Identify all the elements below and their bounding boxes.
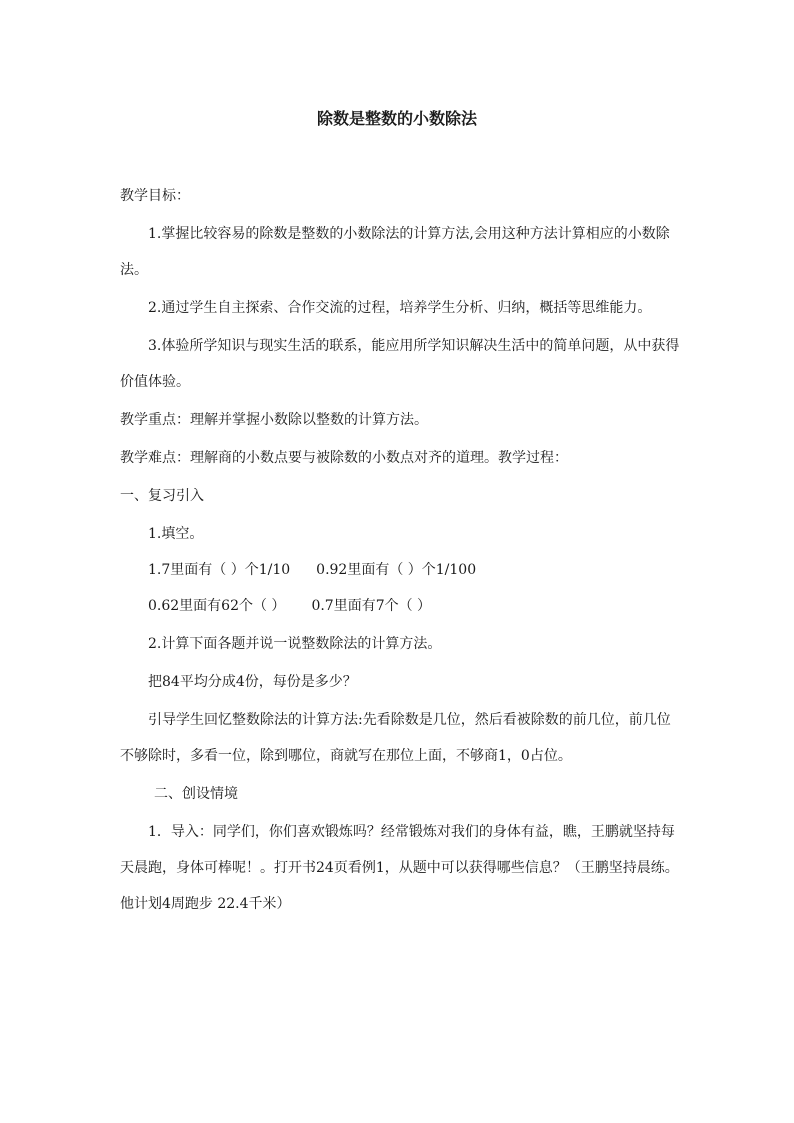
item-calc: 2.计算下面各题并说一说整数除法的计算方法。 [148,636,442,652]
blank-d: 0.7里面有7个（ ） [311,598,432,614]
objective-3-line-2: 价值体验。 [120,374,190,390]
intro-line-1: 1．导入：同学们，你们喜欢锻炼吗？经常锻炼对我们的身体有益，瞧，王鹏就坚持每 [148,824,675,840]
section-1-heading: 一、复习引入 [120,488,204,504]
difficulty: 教学难点：理解商的小数点要与被除数的小数点对齐的道理。教学过程： [120,450,568,466]
blank-c: 0.62里面有62个（ ） [148,598,286,614]
objective-3-line-1: 3.体验所学知识与现实生活的联系，能应用所学知识解决生活中的简单问题，从中获得 [148,338,680,354]
intro-line-3: 他计划4周跑步 22.4千米） [120,896,291,912]
blank-a: 1.7里面有（ ）个1/10 [148,562,291,578]
key-point: 教学重点：理解并掌握小数除以整数的计算方法。 [120,412,428,428]
blank-row-1 [148,560,476,580]
item-fill-blank: 1.填空。 [148,526,204,542]
section-2-heading: 二、创设情境 [154,786,238,802]
objective-2: 2.通过学生自主探索、合作交流的过程，培养学生分析、归纳，概括等思维能力。 [148,300,652,316]
document-title: 除数是整数的小数除法 [316,109,477,128]
guide-line-1: 引导学生回忆整数除法的计算方法:先看除数是几位，然后看被除数的前几位，前几位 [148,712,671,728]
question-84: 把84平均分成4份，每份是多少？ [148,674,357,690]
blank-row-2 [148,596,431,616]
objectives-heading: 教学目标： [120,188,190,204]
intro-line-2: 天晨跑，身体可棒呢！。打开书24页看例1，从题中可以获得哪些信息？（王鹏坚持晨练。 [120,860,679,876]
blank-b: 0.92里面有（ ）个1/100 [316,562,477,578]
objective-1-line-1: 1.掌握比较容易的除数是整数的小数除法的计算方法,会用这种方法计算相应的小数除 [148,226,670,242]
guide-line-2: 不够除时，多看一位，除到哪位，商就写在那位上面，不够商1，0占位。 [120,748,572,764]
objective-1-line-2: 法。 [120,262,148,278]
